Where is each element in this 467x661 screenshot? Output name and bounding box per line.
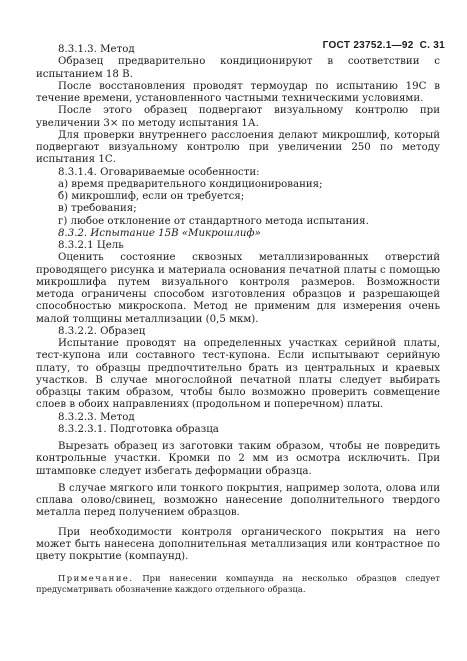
paragraph: Вырезать образец из заготовки таким образом, чтобы не повредить контрольные участки. Кромки по 2 мм из осмотра исключить. При штамповке следует избегать деформации образца.	[36, 441, 440, 477]
paragraph: Испытание проводят на определенных участках серийной платы, тест-купона или составного тест-купона. Если испытывают серийную плату, то образцы предпочтительно брать из центральных и краевых участков. В случае многослойной печатной платы следует выбирать образцы таким образом, чтобы было возможно проверить совмещение слоев в обоих направлениях (продольном и поперечном) платы.	[36, 338, 440, 411]
standard-number: ГОСТ 23752.1—92	[322, 40, 414, 51]
paragraph: После восстановления проводят термоудар по испытанию 19С в течение времени, установленного частными техническими условиями.	[36, 80, 440, 104]
section-heading: 8.3.1.3. Метод	[58, 44, 135, 55]
footnote	[36, 573, 440, 594]
list-item: в) требования;	[58, 203, 137, 215]
page-number: С. 31	[419, 40, 445, 51]
section-heading: 8.3.2.3.1. Подготовка образца	[58, 423, 219, 435]
list-item: г) любое отклонение от стандартного метода испытания.	[58, 215, 369, 227]
paragraph: После этого образец подвергают визуальному контролю при увеличении 3× по методу испытания 1А.	[36, 105, 440, 129]
section-heading: 8.3.2.2. Образец	[58, 325, 146, 337]
note-label: Примечание.	[58, 573, 134, 584]
list-item: б) микрошлиф, если он требуется;	[58, 191, 245, 202]
section-heading: 8.3.2.1 Цель	[58, 240, 124, 251]
paragraph: При необходимости контроля органического покрытия на него может быть нанесена дополнительная металлизация или контрастное по цвету покрытие (компаунд).	[36, 526, 440, 562]
paragraph: Оценить состояние сквозных металлизированных отверстий проводящего рисунка и материала основания печатной платы с помощью микрошлифа путем визуального контроля размеров. Возможности метода ограничены способом изготовления образцов и разрешающей способностью микроскопа. Метод не применим для измерения очень малой толщины металлизации (0,5 мкм).	[36, 252, 440, 325]
document-body	[36, 44, 440, 594]
paragraph: Для проверки внутреннего расслоения делают микрошлиф, который подвергают визуальному контролю при увеличении 250 по методу испытания 1С.	[36, 129, 440, 166]
paragraph: В случае мягкого или тонкого покрытия, например золота, олова или сплава олово/свинец, возможно нанесение дополнительного твердого металла перед получением образцов.	[36, 482, 440, 519]
section-heading: 8.3.1.4. Оговариваемые особенности:	[58, 166, 260, 178]
list-item: а) время предварительного кондиционирования;	[58, 178, 323, 190]
note-text: При нанесении компаунда на несколько образцов следует предусматривать обозначение каждого отдельного образца.	[36, 573, 440, 594]
section-heading: 8.3.2.3. Метод	[58, 411, 135, 423]
section-heading: 8.3.2. Испытание 15В «Микрошлиф»	[58, 227, 261, 239]
paragraph: Образец предварительно кондиционируют в соответствии с испытанием 18 В.	[36, 56, 440, 80]
